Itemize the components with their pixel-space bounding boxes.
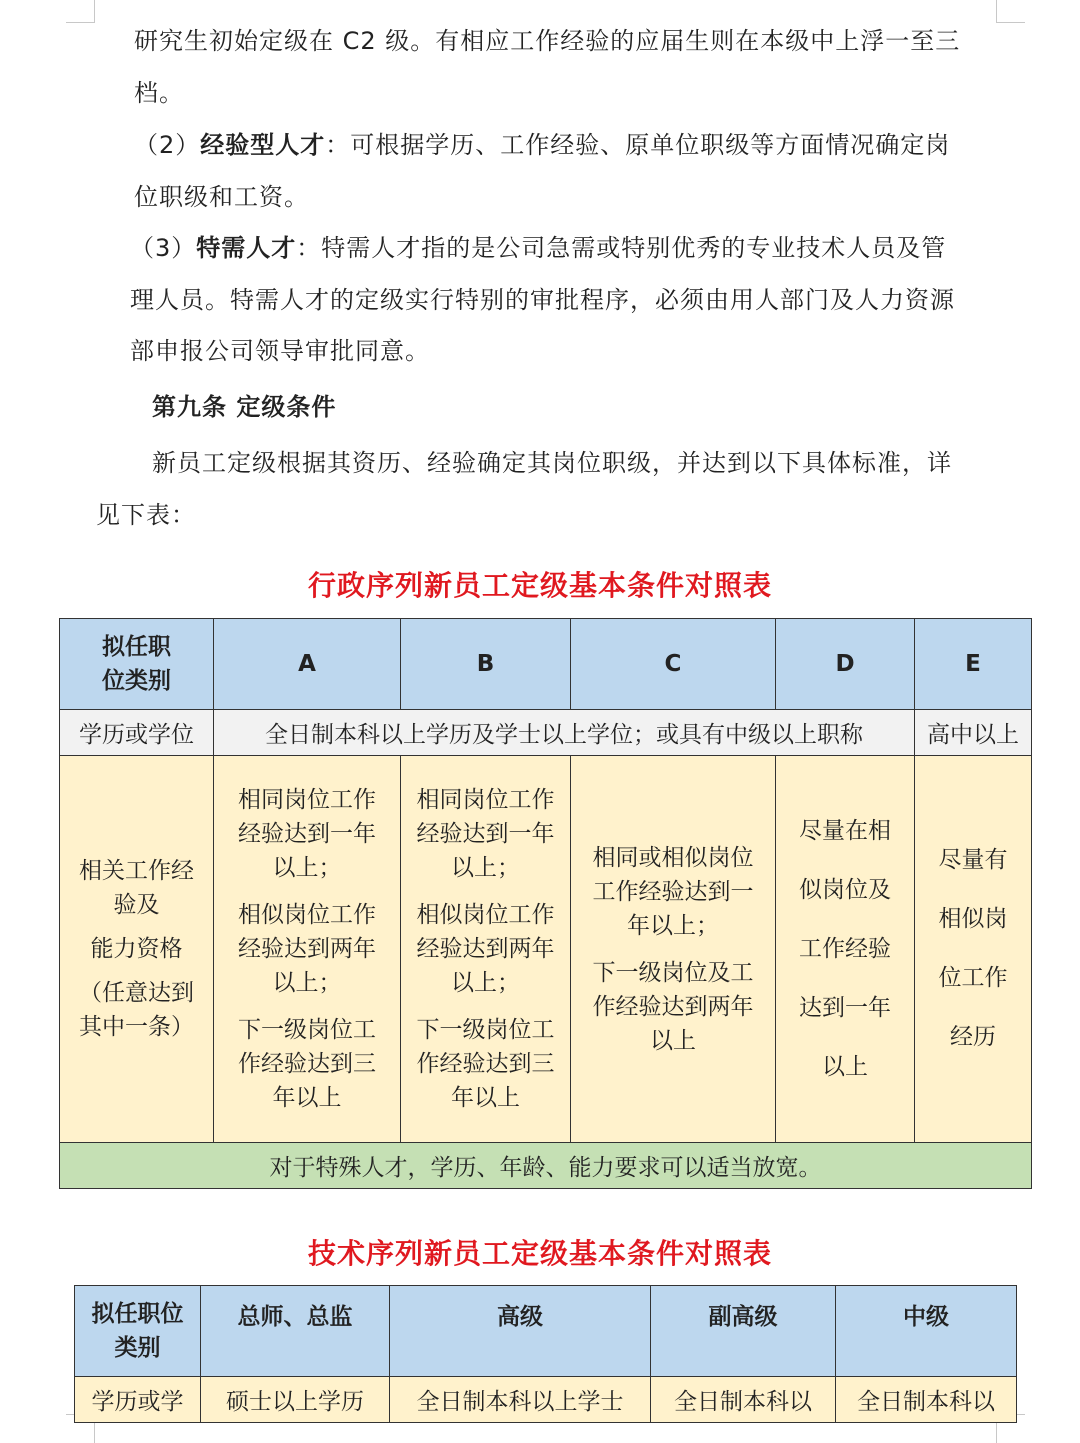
header-col-b: B <box>401 619 571 710</box>
table-row-education <box>75 1377 1017 1423</box>
item-text: ：特需人才指的是公司急需或特别优秀的专业技术人员及管 <box>296 234 947 262</box>
header-label-cell: 拟任职 位类别 <box>60 619 214 710</box>
paragraph-line: 新员工定级根据其资历、经验确定其岗位职级，并达到以下具体标准，详 <box>152 449 952 477</box>
item-text: ：可根据学历、工作经验、原单位职级等方面情况确定岗 <box>325 131 951 159</box>
header-col-chief: 总师、总监 <box>201 1286 390 1377</box>
education-value: 全日制本科以上学士 <box>390 1377 651 1423</box>
paragraph-line: 档。 <box>134 79 184 107</box>
item-label: 经验型人才 <box>200 131 326 159</box>
education-label: 学历或学位 <box>60 710 214 756</box>
tech-grade-table <box>74 1285 1017 1423</box>
paragraph-line: 位职级和工资。 <box>134 183 309 211</box>
header-col-intermediate: 中级 <box>836 1286 1017 1377</box>
experience-col-c: 相同或相似岗位 工作经验达到一 年以上； 下一级岗位及工 作经验达到两年 以上 <box>571 756 776 1143</box>
item-label: 特需人才 <box>196 234 297 262</box>
header-col-e: E <box>915 619 1032 710</box>
header-label-cell: 拟任职位 类别 <box>75 1286 201 1377</box>
education-requirement-e: 高中以上 <box>915 710 1032 756</box>
experience-col-a: 相同岗位工作 经验达到一年 以上； 相似岗位工作 经验达到两年 以上； 下一级岗位工 作经验达到三 年以上 <box>214 756 401 1143</box>
list-item-experienced-talent <box>134 130 950 160</box>
header-col-a: A <box>214 619 401 710</box>
paragraph-line: 部申报公司领导审批同意。 <box>130 337 430 365</box>
experience-col-b: 相同岗位工作 经验达到一年 以上； 相似岗位工作 经验达到两年 以上； 下一级岗位工 作经验达到三 年以上 <box>401 756 571 1143</box>
item-number: （3） <box>130 234 197 262</box>
table-header-row <box>60 619 1032 710</box>
article-heading: 第九条 定级条件 <box>152 393 337 421</box>
table-header-row <box>75 1286 1017 1377</box>
experience-label: 相关工作经 验及 能力资格 （任意达到 其中一条） <box>60 756 214 1143</box>
tech-table-title: 技术序列新员工定级基本条件对照表 <box>307 1237 772 1270</box>
education-value: 全日制本科以 <box>836 1377 1017 1423</box>
header-col-senior: 高级 <box>390 1286 651 1377</box>
paragraph-line: 见下表： <box>96 501 196 529</box>
header-col-associate-senior: 副高级 <box>651 1286 836 1377</box>
education-value: 全日制本科以 <box>651 1377 836 1423</box>
item-number: （2） <box>134 131 201 159</box>
experience-col-e: 尽量有 相似岗 位工作 经历 <box>915 756 1032 1143</box>
table-row-education <box>60 710 1032 756</box>
paragraph-line: 研究生初始定级在 C2 级。有相应工作经验的应届生则在本级中上浮一至三 <box>134 27 961 55</box>
admin-grade-table <box>59 618 1032 1189</box>
education-requirement: 全日制本科以上学历及学士以上学位；或具有中级以上职称 <box>214 710 915 756</box>
page-corner-mark <box>66 0 95 23</box>
paragraph-line: 理人员。特需人才的定级实行特别的审批程序，必须由用人部门及人力资源 <box>130 286 955 314</box>
header-col-d: D <box>776 619 915 710</box>
page-corner-mark <box>996 0 1025 23</box>
experience-col-d: 尽量在相 似岗位及 工作经验 达到一年 以上 <box>776 756 915 1143</box>
header-col-c: C <box>571 619 776 710</box>
table-note: 对于特殊人才，学历、年龄、能力要求可以适当放宽。 <box>60 1143 1032 1189</box>
table-row-experience <box>60 756 1032 1143</box>
education-value: 硕士以上学历 <box>201 1377 390 1423</box>
education-label: 学历或学 <box>75 1377 201 1423</box>
admin-table-title: 行政序列新员工定级基本条件对照表 <box>307 569 772 602</box>
table-row-note <box>60 1143 1032 1189</box>
list-item-special-talent <box>130 233 946 263</box>
